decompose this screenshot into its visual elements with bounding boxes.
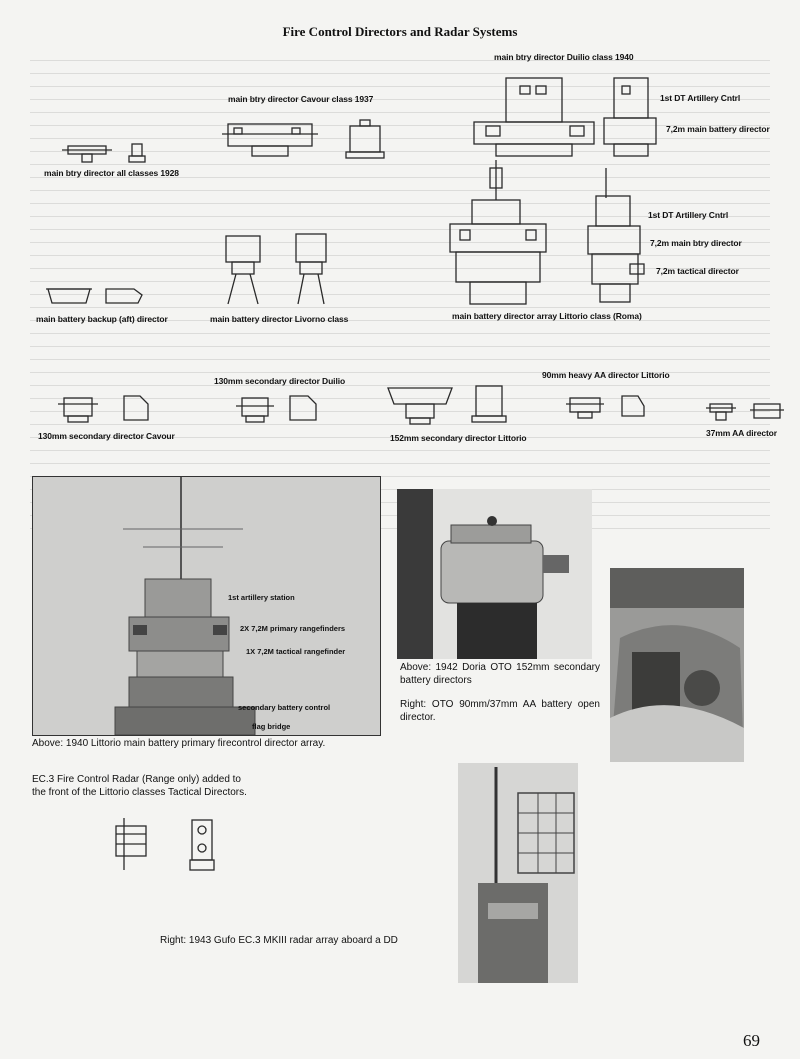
label-livorno: main battery director Livorno class bbox=[210, 314, 349, 324]
drawing-director-dt-1 bbox=[600, 74, 660, 160]
drawing-sec-152 bbox=[384, 382, 524, 428]
callout-primary-rangefinders: 2X 7,2M primary rangefinders bbox=[240, 624, 346, 633]
caption-ec3: EC.3 Fire Control Radar (Range only) added to the front of the Littorio classes Tactical Directors. bbox=[32, 774, 247, 798]
drawing-sec-cavour bbox=[58, 392, 158, 426]
label-backup-aft: main battery backup (aft) director bbox=[36, 314, 168, 324]
label-bty-dir-72: 7,2m main battery director bbox=[666, 124, 770, 134]
photo-gufo-radar bbox=[458, 763, 578, 983]
drawing-director-livorno bbox=[218, 232, 338, 306]
caption-gufo: Right: 1943 Gufo EC.3 MKIII radar array aboard a DD bbox=[160, 935, 398, 946]
label-duilio-1940: main btry director Duilio class 1940 bbox=[494, 52, 634, 62]
callout-artillery-station: 1st artillery station bbox=[228, 593, 295, 602]
page-title: Fire Control Directors and Radar Systems bbox=[282, 24, 518, 39]
label-littorio-array: main battery director array Littorio class (Roma) bbox=[452, 311, 642, 321]
drawing-littorio-array bbox=[446, 160, 556, 308]
drawing-aa-37 bbox=[706, 400, 786, 424]
label-sec-152: 152mm secondary director Littorio bbox=[390, 433, 527, 443]
label-sec-duilio: 130mm secondary director Duilio bbox=[214, 376, 346, 386]
drawing-director-duilio bbox=[466, 72, 606, 160]
photo-doria-directors bbox=[397, 489, 592, 659]
drawing-ec3-radar bbox=[110, 814, 220, 874]
label-aa-90: 90mm heavy AA director Littorio bbox=[542, 370, 670, 380]
label-cavour-1937: main btry director Cavour class 1937 bbox=[228, 94, 374, 104]
label-dt-cntrl-2: 1st DT Artillery Cntrl bbox=[648, 210, 729, 220]
callout-secondary-control: secondary battery control bbox=[238, 703, 331, 712]
label-tactical-72: 7,2m tactical director bbox=[656, 266, 739, 276]
label-sec-cavour: 130mm secondary director Cavour bbox=[38, 431, 175, 441]
drawing-sec-duilio bbox=[236, 392, 326, 426]
drawing-director-dt-2 bbox=[586, 168, 648, 306]
label-director-1928: main btry director all classes 1928 bbox=[44, 168, 179, 178]
drawing-director-aft bbox=[46, 285, 146, 309]
callout-flag-bridge: flag bridge bbox=[252, 722, 291, 731]
label-aa-37: 37mm AA director bbox=[706, 428, 777, 438]
caption-oto: Right: OTO 90mm/37mm AA battery open director. bbox=[400, 699, 600, 723]
caption-doria: Above: 1942 Doria OTO 152mm secondary battery directors bbox=[400, 662, 600, 686]
photo-oto-aa-director bbox=[610, 568, 744, 762]
label-main-btry-72: 7,2m main btry director bbox=[650, 238, 742, 248]
callout-tactical-rangefinder: 1X 7,2M tactical rangefinder bbox=[246, 647, 346, 656]
caption-littorio: Above: 1940 Littorio main battery primary firecontrol director array. bbox=[32, 738, 326, 749]
drawing-aa-90 bbox=[566, 392, 656, 422]
label-dt-cntrl-1: 1st DT Artillery Cntrl bbox=[660, 93, 741, 103]
drawing-director-1928 bbox=[62, 140, 162, 164]
drawing-director-cavour bbox=[222, 118, 392, 162]
photo-littorio-director-array bbox=[32, 476, 381, 736]
page-number: 69 bbox=[743, 1031, 760, 1050]
